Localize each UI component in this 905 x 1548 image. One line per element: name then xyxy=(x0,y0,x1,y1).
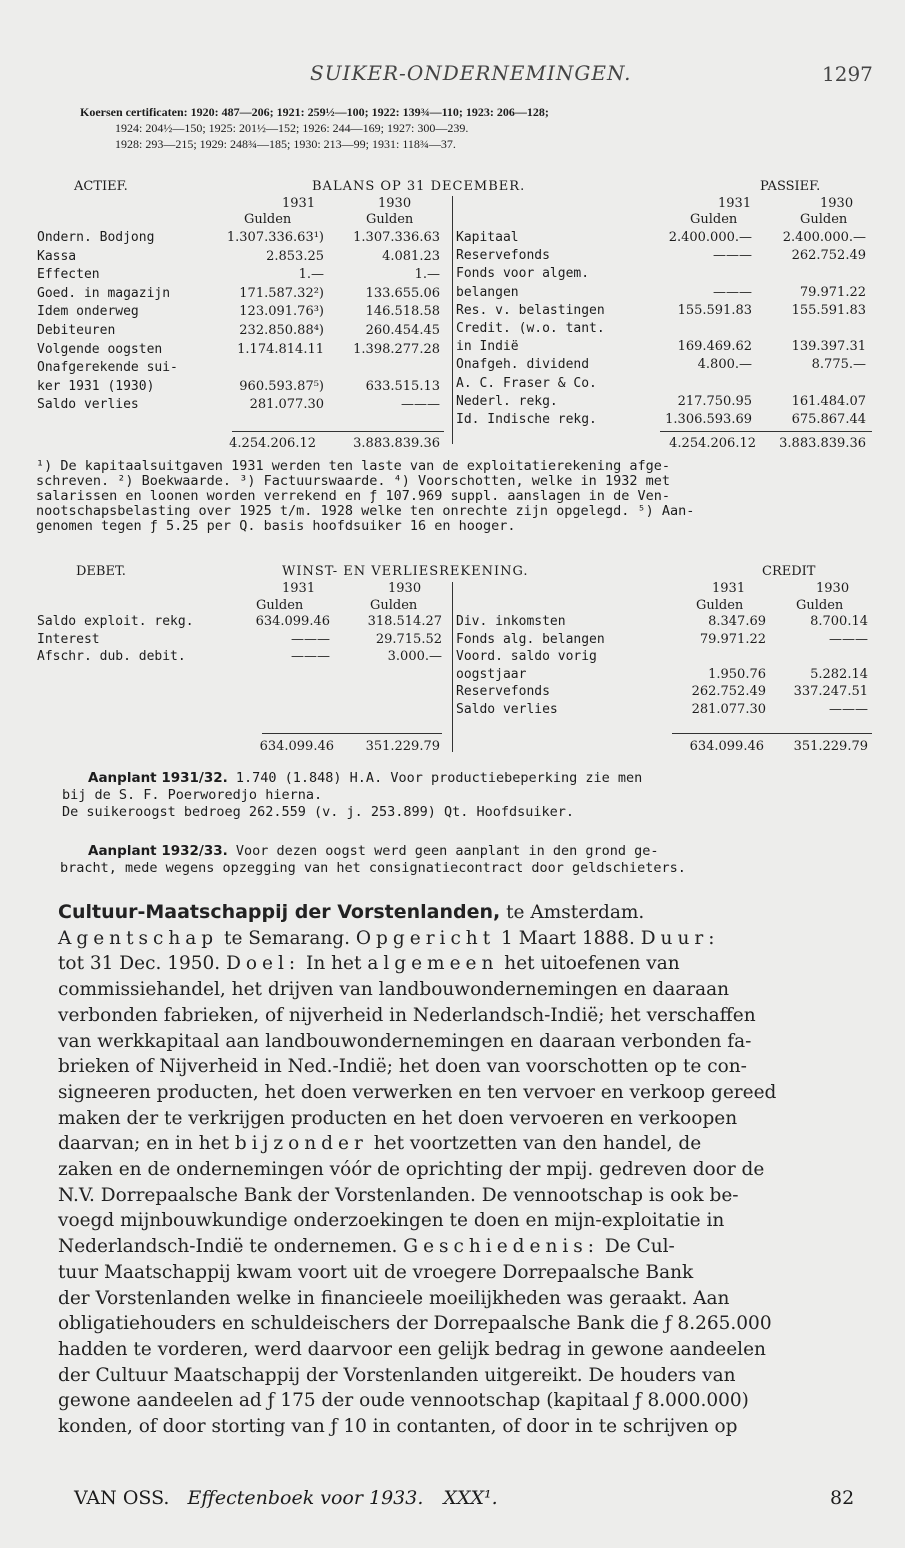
passief-row-value-b: 262.752.49 xyxy=(791,248,866,264)
aanplant-1-text: 1.740 (1.848) H.A. Voor productiebeperking zie men xyxy=(227,770,643,786)
actief-row-label: Saldo verlies xyxy=(37,397,139,413)
aanplant-1-line-2: bij de S. F. Poerworedjo hierna. xyxy=(62,787,323,803)
actief-total-a: 4.254.206.12 xyxy=(229,436,316,451)
article-line xyxy=(58,1003,878,1029)
passief-total-a: 4.254.206.12 xyxy=(669,436,756,451)
debet-row-value-a: ——— xyxy=(291,631,330,647)
footer-volume: XXX¹. xyxy=(443,1487,498,1509)
passief-row-value-b: 675.867.44 xyxy=(791,412,866,427)
credit-row-value-a: 281.077.30 xyxy=(691,701,766,717)
winst-debet-unit-a: Gulden xyxy=(256,598,304,613)
winst-debet-unit-b: Gulden xyxy=(370,598,418,613)
winst-credit-year-b: 1930 xyxy=(816,581,850,596)
winst-divider xyxy=(452,582,453,752)
article-text: 1 Maart 1888. xyxy=(495,927,641,949)
debet-row-label: Saldo exploit. rekg. xyxy=(37,614,194,629)
credit-row-label: Fonds alg. belangen xyxy=(456,631,605,647)
actief-row-value-a: 2.853.25 xyxy=(266,248,324,264)
article-text: obligatiehouders en schuldeischers der Dorrepaalsche Bank die ƒ 8.265.000 xyxy=(58,1313,772,1335)
winst-credit-unit-a: Gulden xyxy=(696,598,744,613)
koersen-line-2: 1924: 204½—150; 1925: 201½—152; 1926: 244—169; 1927: 300—239. xyxy=(115,121,469,135)
credit-total-b: 351.229.79 xyxy=(793,739,868,754)
passief-row-value-b: 79.971.22 xyxy=(799,284,866,300)
footer-book-title: Effectenboek voor 1933. xyxy=(187,1487,424,1509)
article-line xyxy=(58,1234,878,1260)
credit-row-value-a: 1.950.76 xyxy=(708,666,766,682)
passief-row-value-b: 161.484.07 xyxy=(791,393,866,409)
passief-row-value-a: ——— xyxy=(713,248,752,264)
article-line xyxy=(58,1106,878,1132)
footer-author: VAN OSS. xyxy=(74,1487,170,1509)
aanplant-1-line-3: De suikeroogst bedroeg 262.559 (v. j. 253.899) Qt. Hoofdsuiker. xyxy=(62,804,575,820)
article-line xyxy=(58,1208,878,1234)
footnote-line-3: salarissen en loonen worden verrekend en ƒ 107.969 suppl. aanslagen in de Ven- xyxy=(36,488,670,504)
spaced-heading: Agentschap xyxy=(58,927,219,949)
article-line xyxy=(58,926,878,952)
debet-total-rule xyxy=(262,733,442,734)
article-text: te Semarang. xyxy=(218,927,356,949)
winst-debet-year-b: 1930 xyxy=(388,581,422,596)
article-text: signeeren producten, het doen verwerken en ten vervoer en verkoop gereed xyxy=(58,1081,777,1103)
debet-row-value-b: 29.715.52 xyxy=(375,631,442,647)
debet-row-label: Interest xyxy=(37,631,100,647)
aanplant-2-head: Aanplant 1932/33. xyxy=(88,843,228,859)
article-text: hadden te vorderen, werd daarvoor een gelijk bedrag in gewone aandeelen xyxy=(58,1338,766,1360)
article-text: verbonden fabrieken, of nijverheid in Nederlandsch-Indië; het verschaffen xyxy=(58,1004,756,1026)
footnote-line-2: schreven. ²) Boekwaarde. ³) Factuurswaarde. ⁴) Voorschotten, welke in 1932 met xyxy=(36,473,670,489)
koersen-line-3: 1928: 293—215; 1929: 248¾—185; 1930: 213—99; 1931: 118¾—37. xyxy=(115,137,456,151)
credit-total-rule xyxy=(672,733,872,734)
running-title: SUIKER-ONDERNEMINGEN. xyxy=(310,61,632,85)
article-text: het voortzetten van den handel, de xyxy=(367,1133,702,1155)
actief-row-value-a: 960.593.87⁵) xyxy=(239,378,324,394)
actief-row-value-a: 123.091.76³) xyxy=(239,304,324,320)
winst-credit-unit-b: Gulden xyxy=(796,598,844,613)
credit-row-value-a: 262.752.49 xyxy=(691,684,766,699)
credit-row-label: Reservefonds xyxy=(456,684,550,699)
article-text: gewone aandeelen ad ƒ 175 der oude vennootschap (kapitaal ƒ 8.000.000) xyxy=(58,1390,749,1412)
passief-row-label: Reservefonds xyxy=(456,248,550,264)
aanplant-2-text: Voor dezen oogst werd geen aanplant in den grond ge- xyxy=(227,843,659,859)
article-line xyxy=(58,951,878,977)
passief-row-value-a: 2.400.000.— xyxy=(668,230,752,245)
article-text: der Vorstenlanden welke in financieele moeilijkheden was geraakt. Aan xyxy=(58,1287,730,1309)
spaced-heading: Duur: xyxy=(640,927,720,949)
footnote-line-5: genomen tegen ƒ 5.25 per Q. basis hoofdsuiker 16 en hooger. xyxy=(36,518,516,534)
article-line xyxy=(58,1054,878,1080)
credit-row-value-b: 5.282.14 xyxy=(810,666,868,682)
actief-row-value-a: 1.— xyxy=(298,267,324,283)
spaced-heading: Opgericht xyxy=(355,927,496,949)
spaced-heading: Doel: xyxy=(226,953,301,975)
passief-row-label: Id. Indische rekg. xyxy=(456,412,597,427)
actief-row-value-b: 146.518.58 xyxy=(365,304,440,320)
article-text: maken der te verkrijgen producten en het doen vervoeren en verkoopen xyxy=(58,1107,738,1129)
passief-row-label: belangen xyxy=(456,284,519,300)
article-text: zaken en de ondernemingen vóór de oprichting der mpij. gedreven door de xyxy=(58,1159,765,1181)
article-line xyxy=(58,977,878,1003)
article-line xyxy=(58,1183,878,1209)
article-line xyxy=(58,1363,878,1389)
passief-row-value-a: 217.750.95 xyxy=(677,393,752,409)
credit-label: CREDIT xyxy=(762,564,816,579)
article-text: N.V. Dorrepaalsche Bank der Vorstenlanden. De vennootschap is ook be- xyxy=(58,1184,739,1206)
aanplant-2-line-2: bracht, mede wegens opzegging van het consignatiecontract door geldschieters. xyxy=(60,860,686,876)
passief-row-value-a: 4.800.— xyxy=(697,357,752,373)
article-text: tot 31 Dec. 1950. xyxy=(58,953,227,975)
article-line xyxy=(58,1388,878,1414)
passief-row-value-a: 1.306.593.69 xyxy=(665,412,752,427)
passief-row-label: in Indië xyxy=(456,339,519,355)
passief-total-rule xyxy=(660,431,872,432)
article-text: De Cul- xyxy=(599,1236,675,1258)
actief-row-label: Ondern. Bodjong xyxy=(37,230,155,245)
passief-row-value-a: 155.591.83 xyxy=(677,302,752,318)
company-name: Cultuur-Maatschappij der Vorstenlanden, xyxy=(58,901,501,923)
balans-actief-year-b: 1930 xyxy=(378,196,412,211)
actief-row-value-b: 1.— xyxy=(414,267,440,283)
actief-row-label: Goed. in magazijn xyxy=(37,285,171,301)
credit-row-value-b: 337.247.51 xyxy=(793,684,868,699)
article-line xyxy=(58,1260,878,1286)
article-line xyxy=(58,1029,878,1055)
winst-debet-year-a: 1931 xyxy=(282,581,316,596)
credit-total-a: 634.099.46 xyxy=(689,739,764,754)
page-number: 1297 xyxy=(822,62,873,86)
passief-total-b: 3.883.839.36 xyxy=(779,436,866,451)
footer-page-number: 82 xyxy=(830,1487,855,1509)
passief-row-label: Credit. (w.o. tant. xyxy=(456,321,605,336)
actief-row-value-b: 1.398.277.28 xyxy=(353,341,440,357)
footnote-line-1: ¹) De kapitaalsuitgaven 1931 werden ten laste van de exploitatierekening afge- xyxy=(36,458,670,474)
debet-total-a: 634.099.46 xyxy=(259,739,334,754)
article-line xyxy=(58,900,878,926)
debet-total-b: 351.229.79 xyxy=(365,739,440,754)
balans-passief-year-a: 1931 xyxy=(718,196,752,211)
company-article xyxy=(58,900,878,1440)
footnote-line-4: nootschapsbelasting over 1925 t/m. 1928 welke ten onrechte zijn opgelegd. ⁵) Aan- xyxy=(36,503,695,519)
passief-label: PASSIEF. xyxy=(760,179,821,194)
actief-row-value-b: ——— xyxy=(401,397,440,413)
debet-row-value-b: 3.000.— xyxy=(387,649,442,664)
article-text: In het xyxy=(300,953,368,975)
actief-row-label: Effecten xyxy=(37,267,100,283)
actief-row-value-b: 633.515.13 xyxy=(365,378,440,394)
actief-row-value-b: 1.307.336.63 xyxy=(353,230,440,245)
actief-row-label: Volgende oogsten xyxy=(37,341,163,357)
balans-title: BALANS OP 31 DECEMBER. xyxy=(312,179,526,194)
winst-title: WINST- EN VERLIESREKENING. xyxy=(282,564,529,579)
credit-row-value-b: ——— xyxy=(829,631,868,647)
article-text: commissiehandel, het drijven van landbouwondernemingen en daaraan xyxy=(58,979,730,1001)
actief-row-value-b: 133.655.06 xyxy=(365,285,440,301)
passief-row-label: A. C. Fraser & Co. xyxy=(456,375,597,391)
aanplant-1-line-1 xyxy=(88,771,642,785)
credit-row-value-a: 8.347.69 xyxy=(708,614,766,629)
debet-row-value-a: 634.099.46 xyxy=(255,614,330,629)
passief-row-value-b: 139.397.31 xyxy=(791,339,866,355)
credit-row-value-b: 8.700.14 xyxy=(810,614,868,629)
actief-total-rule xyxy=(232,431,444,432)
credit-row-label: Saldo verlies xyxy=(456,701,558,717)
passief-row-label: Kapitaal xyxy=(456,230,519,245)
article-text: der Cultuur Maatschappij der Vorstenlanden uitgereikt. De houders van xyxy=(58,1364,736,1386)
debet-row-label: Afschr. dub. debit. xyxy=(37,649,186,664)
passief-row-label: Nederl. rekg. xyxy=(456,393,558,409)
winst-credit-year-a: 1931 xyxy=(712,581,746,596)
koersen-line-1: Koersen certificaten: 1920: 487—206; 1921: 259½—100; 1922: 139¾—110; 1923: 206—128; xyxy=(80,105,549,119)
actief-row-label: Debiteuren xyxy=(37,323,116,338)
aanplant-2-line-1 xyxy=(88,844,659,858)
article-line xyxy=(58,1337,878,1363)
actief-row-value-a: 232.850.88⁴) xyxy=(239,323,324,338)
actief-row-label: ker 1931 (1930) xyxy=(37,378,155,394)
balans-passief-year-b: 1930 xyxy=(820,196,854,211)
balans-actief-unit-a: Gulden xyxy=(244,212,292,227)
actief-row-label: Kassa xyxy=(37,248,77,264)
passief-row-value-b: 155.591.83 xyxy=(791,302,866,318)
actief-row-value-a: 1.307.336.63¹) xyxy=(226,230,324,245)
actief-row-value-b: 260.454.45 xyxy=(365,323,440,338)
passief-row-label: Fonds voor algem. xyxy=(456,266,590,282)
credit-row-value-a: 79.971.22 xyxy=(699,631,766,647)
passief-row-value-a: 169.469.62 xyxy=(677,339,752,355)
spaced-heading: bijzonder xyxy=(234,1133,368,1155)
article-text: daarvan; en in het xyxy=(58,1133,235,1155)
actief-label: ACTIEF. xyxy=(74,179,128,194)
article-text: Nederlandsch-Indië te ondernemen. xyxy=(58,1236,404,1258)
debet-row-value-b: 318.514.27 xyxy=(367,614,442,629)
article-line xyxy=(58,1080,878,1106)
article-line xyxy=(58,1414,878,1440)
passief-row-value-b: 8.775.— xyxy=(811,357,866,373)
balans-actief-year-a: 1931 xyxy=(282,196,316,211)
article-line xyxy=(58,1157,878,1183)
article-text: tuur Maatschappij kwam voort uit de vroegere Dorrepaalsche Bank xyxy=(58,1261,694,1283)
article-line xyxy=(58,1311,878,1337)
balans-divider xyxy=(452,196,453,444)
credit-row-label: oogstjaar xyxy=(456,666,527,682)
article-line xyxy=(58,1286,878,1312)
balans-passief-unit-a: Gulden xyxy=(690,212,738,227)
article-text: voegd mijnbouwkundige onderzoekingen te doen en mijn-exploitatie in xyxy=(58,1210,725,1232)
passief-row-value-a: ——— xyxy=(713,284,752,300)
actief-row-value-b: 4.081.23 xyxy=(382,248,440,264)
footer xyxy=(74,1487,498,1509)
actief-row-value-a: 281.077.30 xyxy=(249,397,324,413)
article-text: brieken of Nijverheid in Ned.-Indië; het doen van voorschotten op te con- xyxy=(58,1056,747,1078)
article-line xyxy=(58,1131,878,1157)
actief-row-value-a: 171.587.32²) xyxy=(239,285,324,301)
actief-row-label: Onafgerekende sui- xyxy=(37,360,178,376)
aanplant-1-head: Aanplant 1931/32. xyxy=(88,770,228,786)
actief-row-label: Idem onderweg xyxy=(37,304,139,320)
passief-row-value-b: 2.400.000.— xyxy=(782,230,866,245)
article-text: het uitoefenen van xyxy=(498,953,680,975)
credit-row-label: Voord. saldo vorig xyxy=(456,649,597,664)
debet-row-value-a: ——— xyxy=(291,649,330,664)
balans-actief-unit-b: Gulden xyxy=(366,212,414,227)
balans-passief-unit-b: Gulden xyxy=(800,212,848,227)
spaced-heading: Geschiedenis: xyxy=(403,1236,600,1258)
credit-row-label: Div. inkomsten xyxy=(456,614,566,629)
credit-row-value-b: ——— xyxy=(829,701,868,717)
debet-label: DEBET. xyxy=(76,564,126,579)
passief-row-label: Onafgeh. dividend xyxy=(456,357,590,373)
actief-total-b: 3.883.839.36 xyxy=(353,436,440,451)
article-text: te Amsterdam. xyxy=(500,902,645,923)
article-text: van werkkapitaal aan landbouwondernemingen en daaraan verbonden fa- xyxy=(58,1030,752,1052)
actief-row-value-a: 1.174.814.11 xyxy=(237,341,324,357)
spaced-heading: algemeen xyxy=(367,953,499,975)
passief-row-label: Res. v. belastingen xyxy=(456,302,605,318)
article-text: konden, of door storting van ƒ 10 in contanten, of door in te schrijven op xyxy=(58,1416,738,1438)
